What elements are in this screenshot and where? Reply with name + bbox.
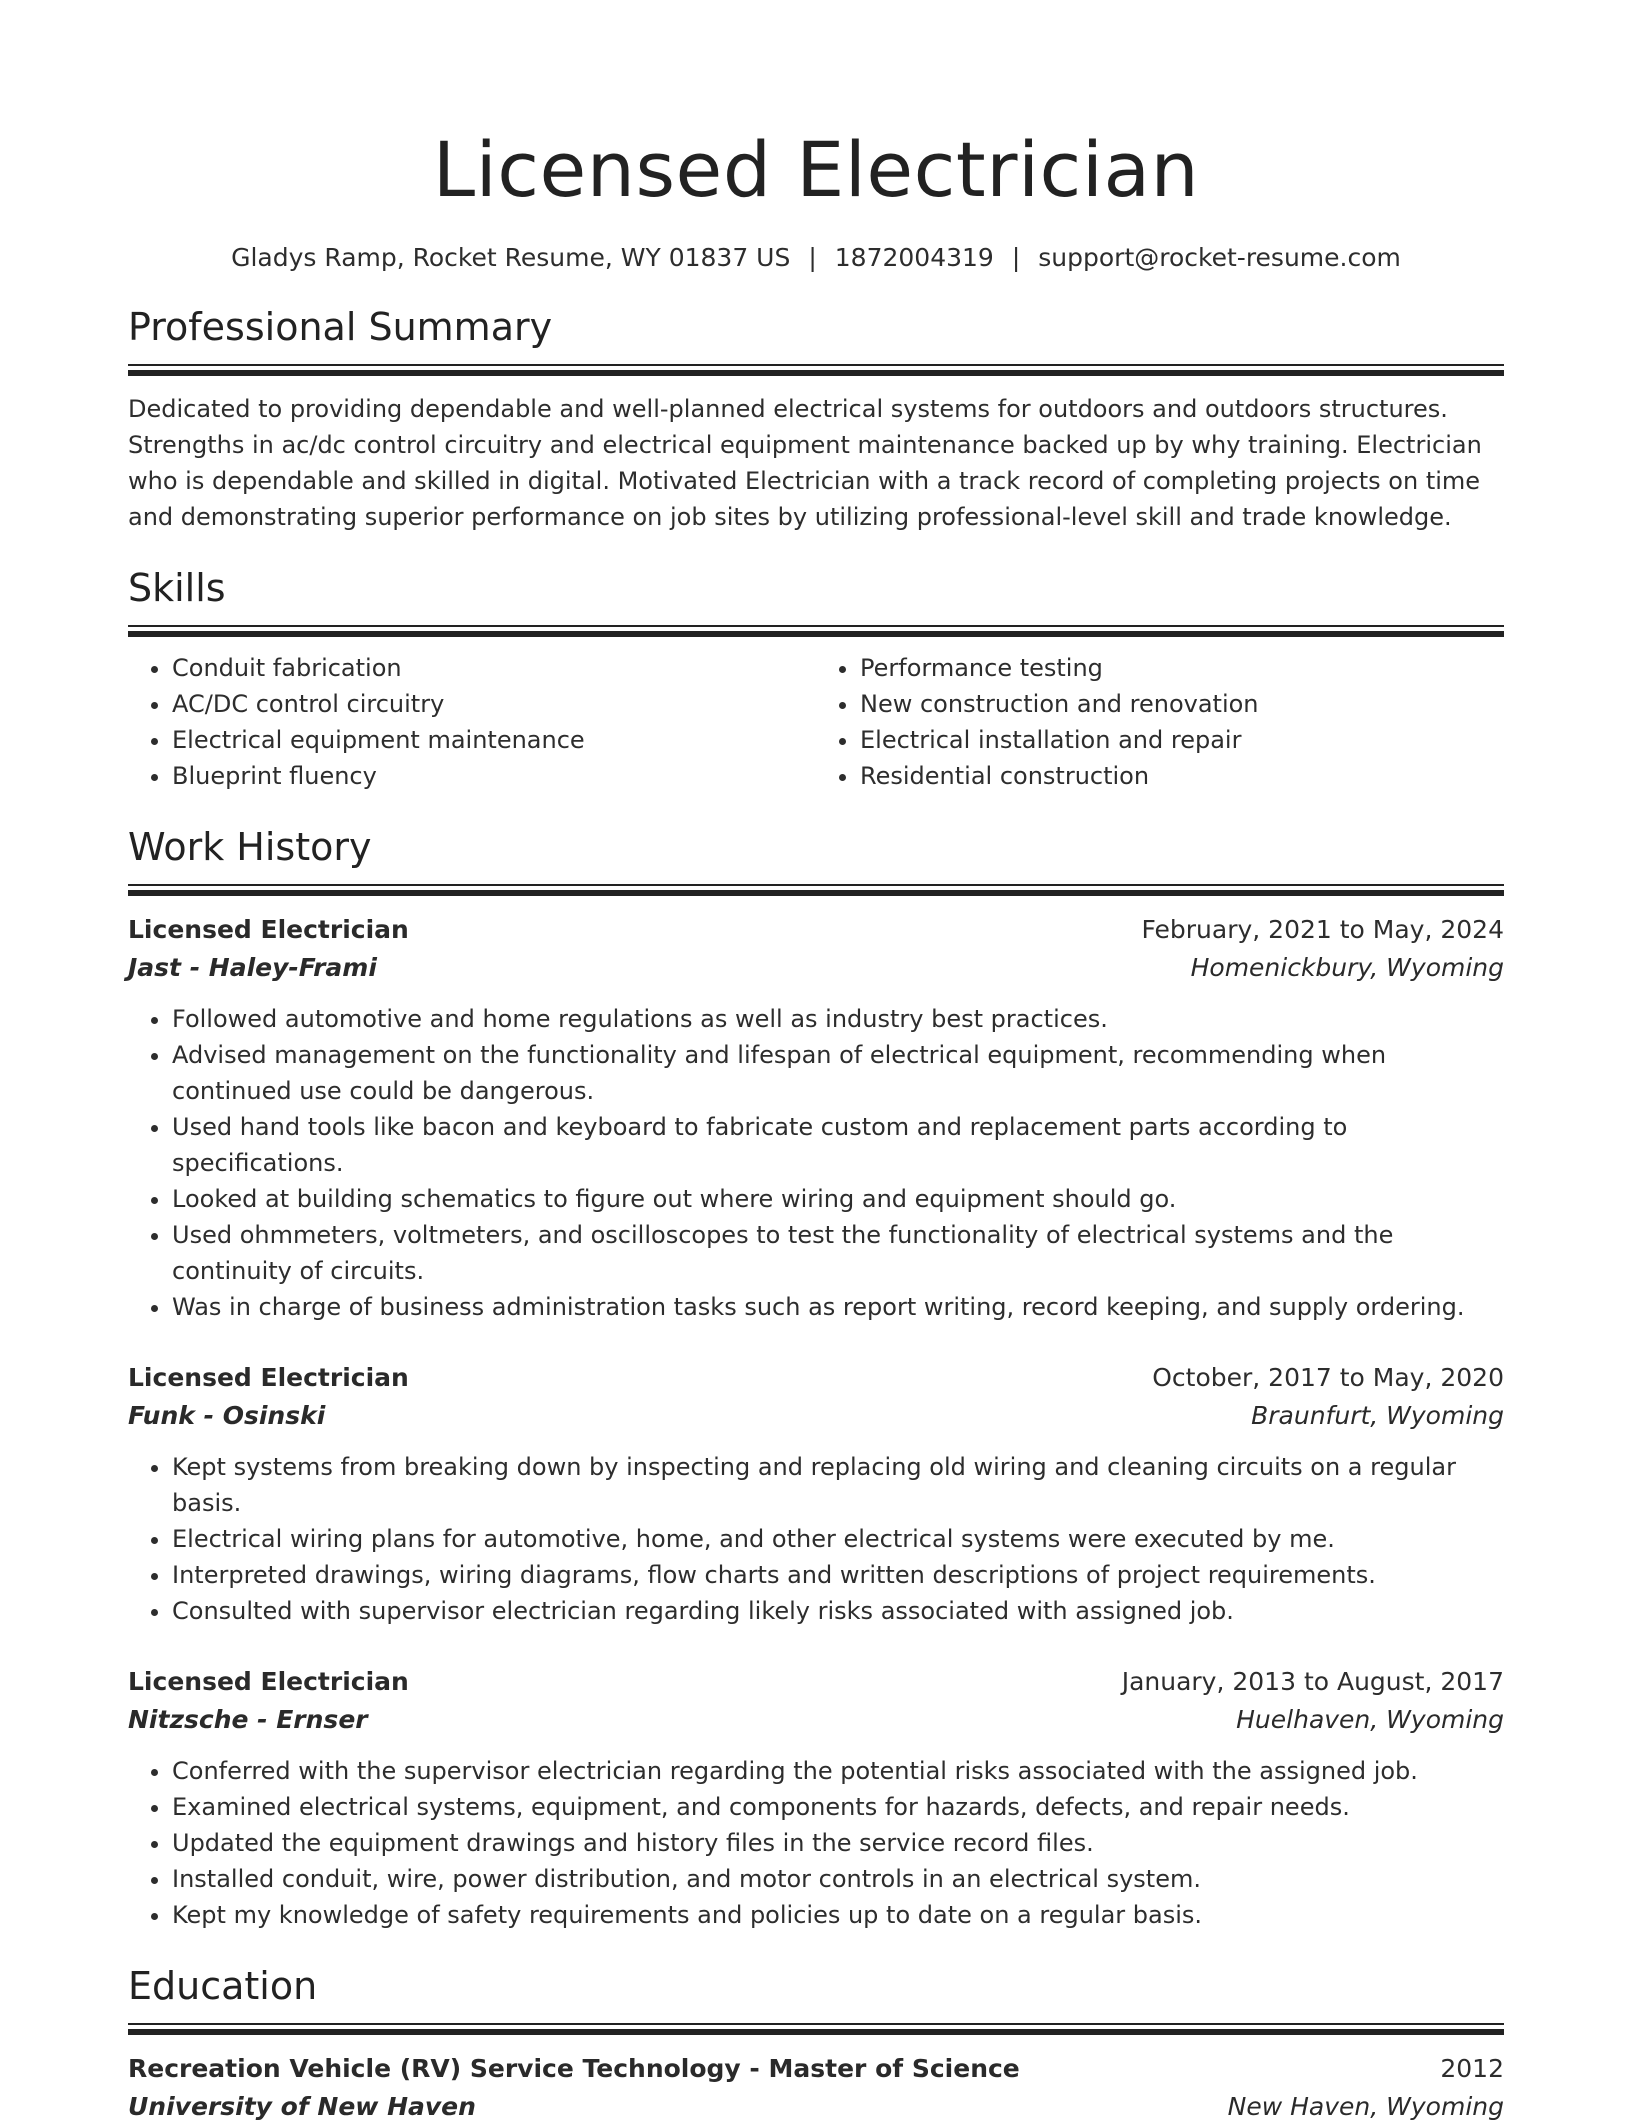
list-item: • Advised management on the functionality and lifespan of electrical equipment, recommending when continued use could be dangerous.	[172, 1037, 1504, 1109]
education-entry	[128, 2050, 1504, 2126]
job-location: Homenickbury, Wyoming	[1190, 953, 1504, 982]
list-item: • New construction and renovation	[860, 686, 1504, 722]
education-degree: Recreation Vehicle (RV) Service Technology - Master of Science	[128, 2054, 1020, 2083]
list-item: • Kept systems from breaking down by inspecting and replacing old wiring and cleaning circuits on a regular basis.	[172, 1449, 1504, 1521]
job-entry	[128, 911, 1504, 1325]
contact-email: support@rocket-resume.com	[1038, 243, 1401, 272]
list-item: • Electrical wiring plans for automotive, home, and other electrical systems were executed by me.	[172, 1521, 1504, 1557]
section-divider	[128, 625, 1504, 636]
job-entry	[128, 1663, 1504, 1933]
contact-phone: 1872004319	[834, 243, 994, 272]
contact-line	[128, 240, 1504, 276]
skills-section	[128, 563, 1504, 794]
summary-text: Dedicated to providing dependable and well-planned electrical systems for outdoors and outdoors structures. Strengths in ac/dc control circuitry and electrical equipment maintenance backed up by why training. Electrician who is dependable and skilled in digital. Motivated Electrician with a track record of completing projects on time and demonstrating superior performance on job sites by utilizing professional-level skill and trade knowledge.	[128, 395, 1482, 531]
job-dates: February, 2021 to May, 2024	[1141, 915, 1504, 944]
list-item: • Electrical installation and repair	[860, 722, 1504, 758]
contact-address: Gladys Ramp, Rocket Resume, WY 01837 US	[231, 243, 791, 272]
work-heading: Work History	[128, 825, 372, 869]
job-company: Funk - Osinski	[128, 1401, 326, 1430]
work-section	[128, 822, 1504, 1933]
job-location: Huelhaven, Wyoming	[1236, 1705, 1504, 1734]
job-location: Braunfurt, Wyoming	[1251, 1401, 1504, 1430]
list-item: • Consulted with supervisor electrician regarding likely risks associated with assigned job.	[172, 1593, 1504, 1629]
summary-heading: Professional Summary	[128, 305, 553, 349]
contact-separator: |	[1011, 243, 1021, 272]
list-item: • Used hand tools like bacon and keyboard to fabricate custom and replacement parts according to specifications.	[172, 1109, 1504, 1181]
job-dates: October, 2017 to May, 2020	[1152, 1363, 1504, 1392]
list-item: • Used ohmmeters, voltmeters, and oscilloscopes to test the functionality of electrical systems and the continuity of circuits.	[172, 1217, 1504, 1289]
contact-separator: |	[808, 243, 817, 272]
list-item: • Interpreted drawings, wiring diagrams, flow charts and written descriptions of project requirements.	[172, 1557, 1504, 1593]
job-bullets	[128, 1001, 1504, 1325]
list-item: • Conferred with the supervisor electrician regarding the potential risks associated with the assigned job.	[172, 1753, 1504, 1789]
skills-list-right	[816, 650, 1504, 794]
education-year: 2012	[1440, 2054, 1504, 2083]
job-title: Licensed Electrician	[128, 1363, 409, 1392]
list-item: • Residential construction	[860, 758, 1504, 794]
list-item: • Performance testing	[860, 650, 1504, 686]
skills-columns	[128, 650, 1504, 794]
skills-heading: Skills	[128, 566, 226, 610]
education-school: University of New Haven	[128, 2092, 476, 2121]
job-title: Licensed Electrician	[128, 1667, 409, 1696]
list-item: • Looked at building schematics to figure out where wiring and equipment should go.	[172, 1181, 1504, 1217]
job-entry	[128, 1359, 1504, 1629]
job-company: Nitzsche - Ernser	[128, 1705, 368, 1734]
list-item: • Followed automotive and home regulations as well as industry best practices.	[172, 1001, 1504, 1037]
education-location: New Haven, Wyoming	[1227, 2092, 1504, 2121]
list-item: • Was in charge of business administration tasks such as report writing, record keeping, and supply ordering.	[172, 1289, 1504, 1325]
list-item: • Conduit fabrication	[172, 650, 816, 686]
section-divider	[128, 364, 1504, 375]
job-title: Licensed Electrician	[128, 915, 409, 944]
list-item: • Installed conduit, wire, power distribution, and motor controls in an electrical system.	[172, 1861, 1504, 1897]
list-item: • Blueprint fluency	[172, 758, 816, 794]
list-item: • Updated the equipment drawings and history files in the service record files.	[172, 1825, 1504, 1861]
education-heading: Education	[128, 1964, 318, 2008]
section-divider	[128, 884, 1504, 895]
list-item: • AC/DC control circuitry	[172, 686, 816, 722]
list-item: • Electrical equipment maintenance	[172, 722, 816, 758]
section-divider	[128, 2023, 1504, 2034]
job-company: Jast - Haley-Frami	[128, 953, 377, 982]
skills-list-left	[128, 650, 816, 794]
list-item: • Kept my knowledge of safety requirements and policies up to date on a regular basis.	[172, 1897, 1504, 1933]
summary-section	[128, 302, 1504, 535]
resume-title: Licensed Electrician	[432, 125, 1200, 214]
list-item: • Examined electrical systems, equipment, and components for hazards, defects, and repair needs.	[172, 1789, 1504, 1825]
education-section	[128, 1961, 1504, 2126]
job-dates: January, 2013 to August, 2017	[1121, 1667, 1504, 1696]
job-bullets	[128, 1753, 1504, 1933]
job-bullets	[128, 1449, 1504, 1629]
